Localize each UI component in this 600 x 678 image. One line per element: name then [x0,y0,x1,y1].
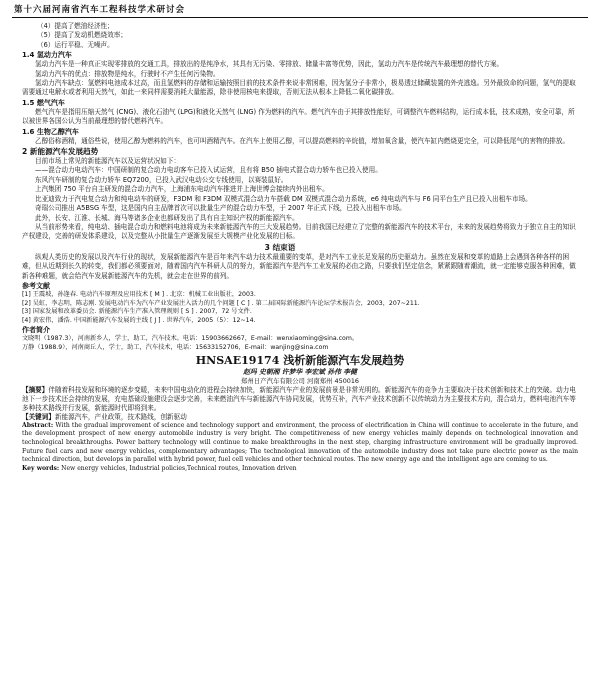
paragraph: 氢动力汽车的优点：排放物是纯水，行驶时不产生任何污染物。 [35,69,220,78]
section-heading-1-6: 1.6 生物乙醇汽车 [22,127,79,136]
body-text [22,22,578,474]
article-authors: 赵玛 史朝湘 许梦华 李宏斌 孙伟 李健 [243,367,357,376]
author-intro-heading: 作者简介 [22,326,50,335]
paragraph: 从当前形势来看，纯电动、插电混合动力和燃料电池将成为未来新能源汽车的三大发展趋势。目前我国已经建立了完整的新能源汽车的技术平台，未来的发展趋势将致力于独立自主的知识产权建设，完善的研发体系建设，以及完整从小批量生产逐渐发展至大规模产业化发展的目标。 [22,222,576,241]
section-heading-1-5: 1.5 燃气汽车 [22,98,65,107]
abstract-en [22,422,578,466]
list-item: （6）运行平稳、无噪声。 [37,40,114,49]
paragraph: 东风汽车研制的复合动力轿车 EQ7200，已投入武汉电动公交专线使用，以赛装鼠好。 [35,175,288,184]
paragraph: 乙醇俗称酒精，通俗些说，使用乙醇为燃料的汽车，也可叫酒精汽车。在汽车上使用乙醇，可以提高燃料的辛烷值，增加氧含量，使汽车缸内燃烧更完全，可以降低尾气的害物的排放。 [35,136,570,145]
author-intro-line: 万静（1988.9），河南商丘人，学士，助工，汽车技术，电话：15633152706，E-mail：wanjing@sina.com [22,343,329,351]
paragraph: 比亚迪致力于汽电复合动力和纯电动车的研发，F3DM 和 F3DM 双模式混合动力车搭载 DM 双模式混合动力系统，e6 纯电动汽车与 F6 同平台生产且已投入出租车市场。 [35,194,532,203]
abstract-en-label: Abstract: [22,421,54,429]
paragraph: 此外，长安、江淮、长城、海马等诸多企业也都研发出了具有自主知识产权的新能源汽车。 [35,213,299,222]
reference-item: [2] 吴虹，李志明，陈志刚. 发展电动汽车为汽车产业发展注入活力的几个问题 [ C ] . 第二届国际新能源汽车论坛学术报告会，2003，207~211. [22,299,420,307]
reference-item: [1] 王震坡，孙逢春. 电动汽车原理及应用技术 [ M ] . 北京：机械工业出版社，2003. [22,290,256,298]
list-item: （4）提高了燃油经济性； [37,22,114,30]
paragraph: 上汽集团 750 平台自主研发的混合动力汽车，上海浦东电动汽车推进并上海世博会接续内外出租车。 [35,185,329,194]
paragraph: 燃气汽车是指用压缩天然气 (CNG)、液化石油气 (LPG)和液化天然气 (LNG) 作为燃料的汽车。燃气汽车由于其排放性能好，可调整汽车燃料结构，运行成本低，技术成熟，安全可靠，所以被世界各国公认为当前最理想的替代燃料汽车。 [22,107,575,126]
keywords-en [22,465,578,474]
paragraph: 目前市场上常见的新能源汽车以及运营状况如下： [35,157,181,166]
abstract-en-text: With the gradual improvement of science and technology support and environment, the process of electrification in China will continue to accelerate in the future, and the development prospect of new energy automobile industry is very bright. The competitiveness of new energy vehicles mainly depends on technological innovation and technological breakthroughs. Power battery technology will continue to make breakthroughs in the next step, charging infrastructure environment will be gradually improved. Future fuel cars and new energy vehicles, complementary advantages; The technological innovation of the automobile industry does not take pure electric power as the main technical direction, but develops in parallel with hybrid power, fuel cell vehicles and other technical routes. The new energy age and the intelligent age are coming to us. [22,421,578,464]
references-heading: 参考文献 [22,281,50,290]
reference-item: [4] 黄宏伟，潘浩. 中国新能源汽车发展的主线 [ J ] . 世界汽车，2005（5）：12~14. [22,316,256,324]
keywords-en-text: New energy vehicles, Industrial policies,Technical routes, Innovation driven [61,465,297,473]
author-intro-line: 文晓明（1987.3），河南新乡人，学士，助工，汽车技术。电话：15903662667，E-mail：wenxiaoming@sina.com。 [22,335,359,343]
abstract-text: 伴随着科技发展和环境的逐步变暖，未来中国电动化的进程会持续加快，新能源汽车产业的发展前景是非常光明的。新能源汽车的竞争力主要取决于技术创新和技术上的突破。动力电池下一步技术还会持续的发展，充电基础设施建设会逐步完善，未来燃油汽车与新能源汽车协同发展，优势互补，汽车产业技术创新不以传统动力为主要技术方向，混合动力，燃料电池汽车等多种技术路线并行发展，新能源时代即将到来。 [22,385,576,412]
paragraph: 氢动力汽车是一种真正实现零排放的交通工具，排放出的是纯净水，其具有无污染、零排放、储量丰富等优势，因此，氢动力汽车是传统汽车最理想的替代方案。 [35,60,504,69]
paragraph: 奇瑞公司推出 A5BSG 车型，这是国内自主品牌首次可以批量生产的混合动力车型，于 2007 年正式下线，已投入出租车市场。 [35,204,406,213]
section-heading-3: 3 结束语 [264,242,296,252]
abstract-label: 【摘要】 [22,385,49,394]
keywords-label: 【关键词】 [22,412,55,421]
keywords-cn [22,413,578,422]
section-heading-2: 2 新能源汽车发展趋势 [22,147,99,157]
reference-item: [3] 国家发展和改革委员会. 新能源汽车生产准入管理规则 [ S ] . 2007，72 号文件. [22,308,252,316]
keywords-text: 新能源汽车，产业政策，技术路线，创新驱动 [54,412,187,421]
header-rule [12,17,588,18]
article-affiliation: 郑州日产汽车有限公司 河南郑州 450016 [241,376,359,385]
list-item: （5）提高了发动机燃烧效率； [37,31,127,40]
paragraph: 氢动力汽车缺点：氢燃料电池成本过高，而且氢燃料的存储和运输按照目前的技术条件来说非常困难，因为氢分子非常小，极易透过储藏装置的外壳逃逸。另外最致命的问题，氢气的提取需要通过电解水或者利用天然气，如此一来同样需要消耗大量能源，除非使用核电来提取，否则无法从根本上降低二氧化碳排放。 [22,79,576,97]
keywords-en-label: Key words: [22,465,60,473]
section-heading-1-4: 1.4 氢动力汽车 [22,51,72,60]
abstract-cn [22,386,578,413]
paragraph: ——混合动力电动汽车：中国研制的复合动力电动客车已投入试运营，且有将 B50 插电式混合动力轿车也已投入使用。 [35,166,382,175]
paragraph: 纵观人类历史的发展以及汽车行业的现状，发展新能源汽车是百年来汽车动力技术最重要的变革，是对汽车工业长足发展的历史驱动力。虽然在发展和变革的道路上会遇到各种各样的困难，但从近期到长久的转变，我们都必须要面对，随着国内汽车科研人员的努力，新能源汽车是汽车工业发展的必由之路，只要我们坚定信念，紧紧跟随着潮流，就一定能够克服各种困难，做新各种难题，就会给汽车发展新能源汽车的先机，就会走在世界的前列。 [22,252,576,280]
running-header: 第十六届河南省汽车工程科技学术研讨会 [14,5,186,15]
article-title: HNSAE19174 浅析新能源汽车发展趋势 [195,353,405,367]
